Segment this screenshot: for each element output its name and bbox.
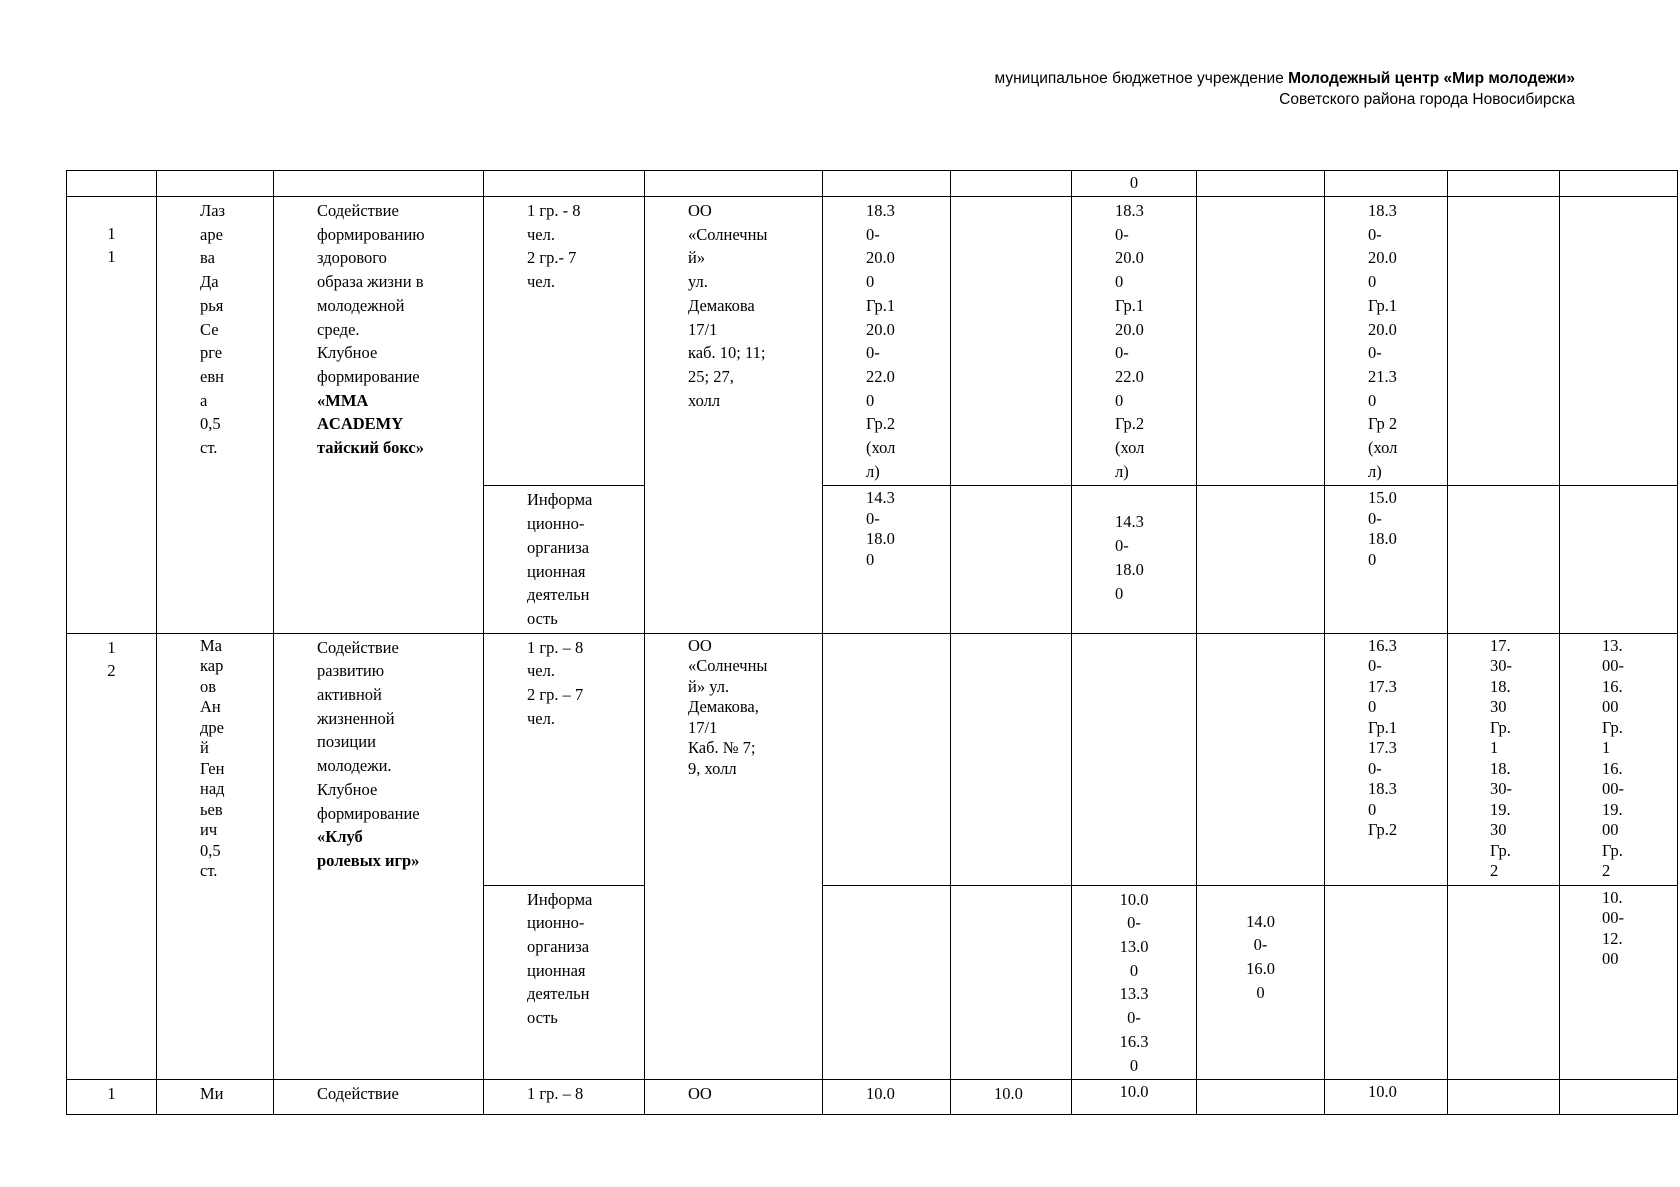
person-name: Ми: [157, 1080, 274, 1115]
cell: [1560, 171, 1678, 197]
schedule-tue: [951, 197, 1072, 486]
activity-description: [274, 633, 484, 1080]
info-wed: 10.0 0- 13.0 0 13.3 0- 16.3 0: [1072, 885, 1197, 1080]
cell: [823, 171, 951, 197]
activity-description: [274, 197, 484, 634]
cell: [951, 171, 1072, 197]
club-name: «MMA ACADEMY тайский бокс»: [317, 390, 424, 458]
cell: [1197, 171, 1325, 197]
person-name: Ма кар ов Ан дре й Ген над ьев ич 0,5 ст.: [157, 633, 274, 1080]
header-line-2: Советского района города Новосибирска: [1279, 91, 1575, 108]
schedule-mon: 10.0: [823, 1080, 951, 1115]
info-tue: [951, 885, 1072, 1080]
info-sat: [1448, 885, 1560, 1080]
info-thu: 14.0 0- 16.0 0: [1197, 885, 1325, 1080]
schedule-mon: 18.3 0- 20.0 0 Гр.1 20.0 0- 22.0 0 Гр.2 (хол л): [823, 197, 951, 486]
schedule-sun: 13. 00- 16. 00 Гр. 1 16. 00- 19. 00 Гр. 2: [1560, 633, 1678, 885]
cell: [274, 171, 484, 197]
row-number: [67, 197, 157, 634]
schedule-sat: 17. 30- 18. 30 Гр. 1 18. 30- 19. 30 Гр. 2: [1448, 633, 1560, 885]
cell: [1448, 171, 1560, 197]
table-row-continuation: [67, 171, 1678, 197]
info-activity: Информа ционно- организа ционная деятельн ость: [484, 885, 645, 1080]
header-org-name: Молодежный центр «Мир молодежи»: [1288, 70, 1575, 87]
groups: 1 гр. – 8: [484, 1080, 645, 1115]
schedule-wed: 10.0: [1072, 1080, 1197, 1115]
info-fri: 15.0 0- 18.0 0: [1325, 486, 1448, 633]
schedule-thu: [1197, 633, 1325, 885]
schedule-fri: 18.3 0- 20.0 0 Гр.1 20.0 0- 21.3 0 Гр 2 (хол л): [1325, 197, 1448, 486]
schedule-tue: [951, 633, 1072, 885]
club-name: «Клуб ролевых игр»: [317, 827, 420, 870]
schedule-tue: 10.0: [951, 1080, 1072, 1115]
schedule-wed: [1072, 633, 1197, 885]
person-name: Лаз аре ва Да рья Се рге евн а 0,5 ст.: [157, 197, 274, 634]
cell: [157, 171, 274, 197]
schedule-sat: [1448, 1080, 1560, 1115]
table-row-11: [67, 197, 1678, 486]
activity-text: Содействие развитию активной жизненной позиции молодежи. Клубное формирование: [317, 637, 420, 823]
cell: [484, 171, 645, 197]
location: ОО: [645, 1080, 823, 1115]
info-mon: 14.3 0- 18.0 0: [823, 486, 951, 633]
groups: 1 гр. – 8 чел. 2 гр. – 7 чел.: [484, 633, 645, 885]
info-sun: [1560, 486, 1678, 633]
location: ОО «Солнечны й» ул. Демакова 17/1 каб. 10; 11; 25; 27, холл: [645, 197, 823, 634]
table-row-12: [67, 633, 1678, 885]
cell: [67, 171, 157, 197]
header-prefix: муниципальное бюджетное учреждение: [994, 70, 1289, 87]
cell-wed: 0: [1072, 171, 1197, 197]
header-line-1: [995, 68, 1575, 89]
info-tue: [951, 486, 1072, 633]
info-thu: [1197, 486, 1325, 633]
schedule-sat: [1448, 197, 1560, 486]
document-header: [995, 68, 1575, 110]
info-fri: [1325, 885, 1448, 1080]
schedule-fri: 10.0: [1325, 1080, 1448, 1115]
info-mon: [823, 885, 951, 1080]
cell: [645, 171, 823, 197]
schedule-thu: [1197, 1080, 1325, 1115]
info-activity: Информа ционно- организа ционная деятельн ость: [484, 486, 645, 633]
activity-text: Содействие формированию здорового образа жизни в молодежной среде. Клубное формирование: [317, 201, 425, 386]
schedule-fri: 16.3 0- 17.3 0 Гр.1 17.3 0- 18.3 0 Гр.2: [1325, 633, 1448, 885]
info-sun: 10. 00- 12. 00: [1560, 885, 1678, 1080]
activity-description: Содействие: [274, 1080, 484, 1115]
location: ОО «Солнечны й» ул. Демакова, 17/1 Каб. № 7; 9, холл: [645, 633, 823, 1080]
schedule-sun: [1560, 197, 1678, 486]
row-number: 1: [67, 1080, 157, 1115]
schedule-wed: 18.3 0- 20.0 0 Гр.1 20.0 0- 22.0 0 Гр.2 (хол л): [1072, 197, 1197, 486]
row-number: 1 2: [67, 633, 157, 1080]
schedule-sun: [1560, 1080, 1678, 1115]
table-row-13: [67, 1080, 1678, 1115]
cell: [1325, 171, 1448, 197]
schedule-table: [66, 170, 1678, 1115]
schedule-thu: [1197, 197, 1325, 486]
row-number-text: 1 1: [107, 224, 116, 266]
groups: 1 гр. - 8 чел. 2 гр.- 7 чел.: [484, 197, 645, 486]
schedule-mon: [823, 633, 951, 885]
info-wed: 14.3 0- 18.0 0: [1072, 486, 1197, 633]
info-sat: [1448, 486, 1560, 633]
